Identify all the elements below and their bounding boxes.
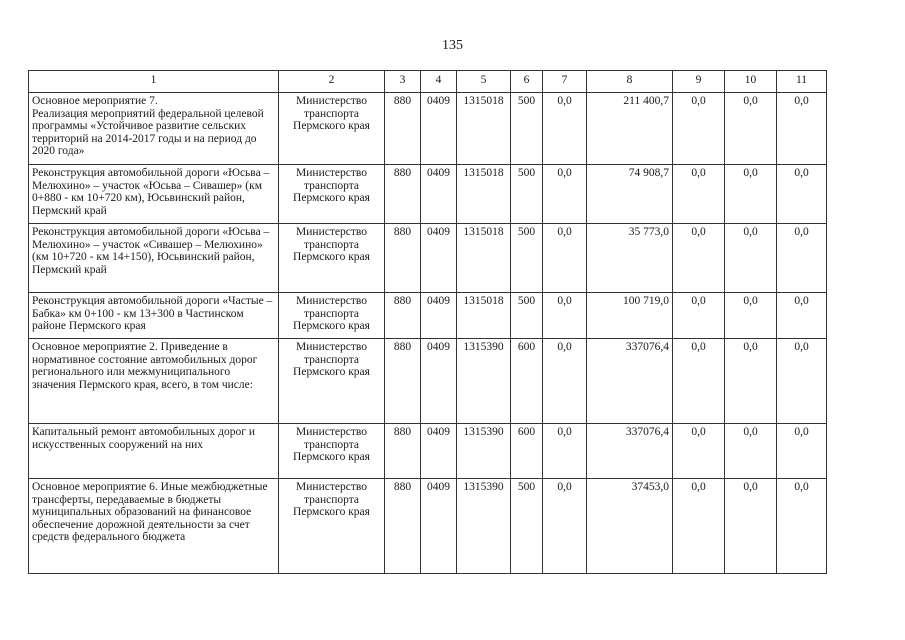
- code-cell: 880: [385, 479, 421, 574]
- table-row: [29, 339, 827, 424]
- amount-cell: 37453,0: [587, 479, 673, 574]
- value-cell: 0,0: [543, 224, 587, 293]
- code-cell: 880: [385, 224, 421, 293]
- activity-name: Основное мероприятие 6. Иные межбюджетные трансферты, передаваемые в бюджеты муниципальных образований на финансовое обеспечение дорожной деятельности за счет средств федерального бюджета: [29, 479, 279, 574]
- target-article-cell: 1315390: [457, 339, 511, 424]
- value-cell: 0,0: [673, 165, 725, 224]
- table-row: [29, 293, 827, 339]
- table-row: [29, 93, 827, 165]
- expense-type-cell: 500: [511, 479, 543, 574]
- column-header: 11: [777, 71, 827, 93]
- section-cell: 0409: [421, 293, 457, 339]
- amount-cell: 211 400,7: [587, 93, 673, 165]
- amount-cell: 35 773,0: [587, 224, 673, 293]
- amount-cell: 337076,4: [587, 424, 673, 479]
- value-cell: 0,0: [777, 93, 827, 165]
- activity-name: Основное мероприятие 7. Реализация мероприятий федеральной целевой программы «Устойчивое развитие сельских территорий на 2014-2017 годы и на период до 2020 года»: [29, 93, 279, 165]
- value-cell: 0,0: [543, 293, 587, 339]
- section-cell: 0409: [421, 479, 457, 574]
- expense-type-cell: 500: [511, 93, 543, 165]
- amount-cell: 100 719,0: [587, 293, 673, 339]
- column-header: 6: [511, 71, 543, 93]
- expense-type-cell: 600: [511, 339, 543, 424]
- target-article-cell: 1315018: [457, 93, 511, 165]
- table-row: [29, 224, 827, 293]
- column-header: 8: [587, 71, 673, 93]
- code-cell: 880: [385, 424, 421, 479]
- budget-table: [28, 70, 827, 574]
- value-cell: 0,0: [673, 479, 725, 574]
- value-cell: 0,0: [543, 424, 587, 479]
- code-cell: 880: [385, 339, 421, 424]
- activity-name: Реконструкция автомобильной дороги «Частые – Бабка» км 0+100 - км 13+300 в Частинском районе Пермского края: [29, 293, 279, 339]
- agency-name: Министерство транспорта Пермского края: [279, 424, 385, 479]
- value-cell: 0,0: [543, 93, 587, 165]
- value-cell: 0,0: [725, 293, 777, 339]
- section-cell: 0409: [421, 424, 457, 479]
- value-cell: 0,0: [725, 165, 777, 224]
- value-cell: 0,0: [673, 224, 725, 293]
- value-cell: 0,0: [777, 479, 827, 574]
- code-cell: 880: [385, 165, 421, 224]
- page-number: 135: [442, 38, 463, 53]
- value-cell: 0,0: [725, 339, 777, 424]
- column-header: 1: [29, 71, 279, 93]
- agency-name: Министерство транспорта Пермского края: [279, 224, 385, 293]
- value-cell: 0,0: [777, 424, 827, 479]
- table-row: [29, 424, 827, 479]
- target-article-cell: 1315390: [457, 479, 511, 574]
- column-header: 9: [673, 71, 725, 93]
- value-cell: 0,0: [777, 165, 827, 224]
- target-article-cell: 1315390: [457, 424, 511, 479]
- section-cell: 0409: [421, 165, 457, 224]
- value-cell: 0,0: [673, 93, 725, 165]
- value-cell: 0,0: [725, 93, 777, 165]
- value-cell: 0,0: [777, 293, 827, 339]
- expense-type-cell: 500: [511, 224, 543, 293]
- table-header-row: [29, 71, 827, 93]
- column-header: 7: [543, 71, 587, 93]
- activity-name: Реконструкция автомобильной дороги «Юсьва – Мелюхино» – участок «Юсьва – Сивашер» (км 0+880 - км 10+720 км), Юсьвинский район, Пермский край: [29, 165, 279, 224]
- value-cell: 0,0: [725, 224, 777, 293]
- value-cell: 0,0: [725, 424, 777, 479]
- column-header: 2: [279, 71, 385, 93]
- expense-type-cell: 500: [511, 165, 543, 224]
- code-cell: 880: [385, 93, 421, 165]
- expense-type-cell: 500: [511, 293, 543, 339]
- value-cell: 0,0: [673, 339, 725, 424]
- target-article-cell: 1315018: [457, 293, 511, 339]
- value-cell: 0,0: [725, 479, 777, 574]
- table-row: [29, 165, 827, 224]
- amount-cell: 337076,4: [587, 339, 673, 424]
- table-row: [29, 479, 827, 574]
- section-cell: 0409: [421, 93, 457, 165]
- activity-name: Реконструкция автомобильной дороги «Юсьва – Мелюхино» – участок «Сивашер – Мелюхино» (км 10+720 - км 14+150), Юсьвинский район, Пермский край: [29, 224, 279, 293]
- value-cell: 0,0: [777, 339, 827, 424]
- column-header: 10: [725, 71, 777, 93]
- code-cell: 880: [385, 293, 421, 339]
- column-header: 5: [457, 71, 511, 93]
- column-header: 4: [421, 71, 457, 93]
- activity-name: Основное мероприятие 2. Приведение в нормативное состояние автомобильных дорог регионального или межмуниципального значения Пермского края, всего, в том числе:: [29, 339, 279, 424]
- agency-name: Министерство транспорта Пермского края: [279, 339, 385, 424]
- agency-name: Министерство транспорта Пермского края: [279, 293, 385, 339]
- value-cell: 0,0: [543, 479, 587, 574]
- target-article-cell: 1315018: [457, 224, 511, 293]
- target-article-cell: 1315018: [457, 165, 511, 224]
- activity-name: Капитальный ремонт автомобильных дорог и искусственных сооружений на них: [29, 424, 279, 479]
- expense-type-cell: 600: [511, 424, 543, 479]
- value-cell: 0,0: [543, 339, 587, 424]
- value-cell: 0,0: [673, 293, 725, 339]
- agency-name: Министерство транспорта Пермского края: [279, 479, 385, 574]
- amount-cell: 74 908,7: [587, 165, 673, 224]
- value-cell: 0,0: [777, 224, 827, 293]
- section-cell: 0409: [421, 339, 457, 424]
- agency-name: Министерство транспорта Пермского края: [279, 93, 385, 165]
- value-cell: 0,0: [673, 424, 725, 479]
- column-header: 3: [385, 71, 421, 93]
- section-cell: 0409: [421, 224, 457, 293]
- value-cell: 0,0: [543, 165, 587, 224]
- agency-name: Министерство транспорта Пермского края: [279, 165, 385, 224]
